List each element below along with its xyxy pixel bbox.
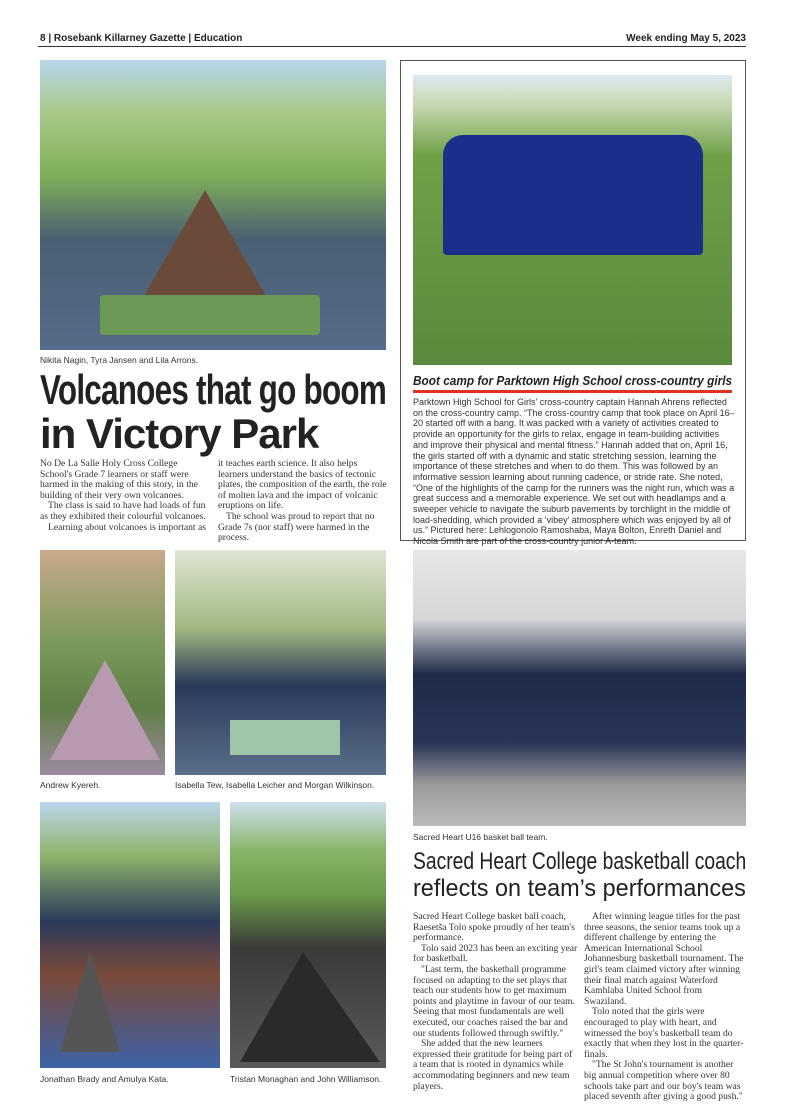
volcano-body-col1: No De La Salle Holy Cross College School's Grade 7 learners or staff were harmed in the making of this story, in the building of their very own volcanoes. The class is said to have had loads of fun as they exhibited their colourful volcanoes. Learning about volcanoes is important as [40, 458, 206, 533]
basketball-body-col2: After winning league titles for the past three seasons, the senior teams took up a different challenge by entering the American International School Johannesburg basketball tournament. The girl's team claimed victory after winning their final match against Waterford Kamhlaba United School from Swaziland. Tolo noted that the girls were encouraged to play with heart, and witnessed the boy's basketball team do exactly that when they lost in the quarter-finals. "The St John's tournament is another big annual competition where over 80 schools take part and our boy's team was placed seventh after giving a good push." [584, 911, 744, 1103]
photo-caption: Tristan Monaghan and John Williamson. [230, 1074, 382, 1084]
header-rule [38, 46, 746, 47]
photo-caption: Sacred Heart U16 basket ball team. [413, 832, 548, 842]
basketball-headline: Sacred Heart College basketball coach reflects on team’s performances [413, 848, 747, 902]
page-header-section: 8 | Rosebank Killarney Gazette | Education [40, 33, 243, 44]
photo-caption: Jonathan Brady and Amulya Kata. [40, 1074, 169, 1084]
isabella-photo [175, 550, 386, 775]
photo-caption: Andrew Kyereh. [40, 780, 101, 790]
photo-caption: Nikita Nagin, Tyra Jansen and Lila Arrons. [40, 355, 199, 365]
tristan-photo [230, 802, 386, 1068]
andrew-photo [40, 550, 165, 775]
bootcamp-headline: Boot camp for Parktown High School cross-country girls [413, 373, 733, 388]
volcano-body-col2: it teaches earth science. It also helps learners understand the basics of tectonic plates, the composition of the earth, the role of molten lava and the impact of volcanic eruptions on life. The school was proud to report that no Grade 7s (nor staff) were harmed in the process. [218, 458, 387, 544]
volcano-headline: Volcanoes that go boom in Victory Park [40, 366, 387, 457]
basketball-body-col1: Sacred Heart College basket ball coach, Raesetša Tolo spoke proudly of her team's performance. Tolo said 2023 has been an exciting year for basketball. "Last term, the basketball programme focused on adapting to the set plays that teach our students how to get maximum points and playtime in favour of our team. Seeing that most fundamentals are well executed, our coaches raised the bar and our students followed through swiftly." She added that the new learners expressed their gratitude for being part of a team that is rooted in dynamics while accommodating beginners and new team players. [413, 911, 578, 1092]
volcano-main-photo [40, 60, 386, 350]
bootcamp-photo [413, 75, 732, 365]
issue-date: Week ending May 5, 2023 [626, 33, 746, 44]
bootcamp-headline-wrap [413, 373, 732, 388]
basketball-team-photo [413, 550, 746, 826]
bootcamp-accent-rule [413, 390, 732, 393]
bootcamp-body: Parktown High School for Girls' cross-country captain Hannah Ahrens reflected on the cross-country camp. “The cross-country camp that took place on April 16–20 started off with a bang. It was packed with a variety of activities created to provide an opportunity for the girls to relax, engage in team-building activities and improve their physical and mental fitness.” Hannah added that on, April 16, the girls started off with a dynamic and static stretching session, learning the importance of these stretches and when to do them. This was followed by an informative session learning about running cadence, or stride rate. She noted, “One of the highlights of the camp for the runners was the night run, which was a great success and a memorable experience. We set out with headlamps and a sweeper vehicle to navigate the suburb pavements by torchlight in the middle of load-shedding, which provided a ‘vibey’ atmosphere which was enjoyed by all of us.” Pictured here: Lehlogonolo Ramoshaba, Maya Bolton, Enreth Daniel and Nicola Smith are part of the cross-country junior A-team. [413, 397, 735, 547]
jonathan-photo [40, 802, 220, 1068]
photo-caption: Isabella Tew, Isabella Leicher and Morgan Wilkinson. [175, 780, 375, 790]
